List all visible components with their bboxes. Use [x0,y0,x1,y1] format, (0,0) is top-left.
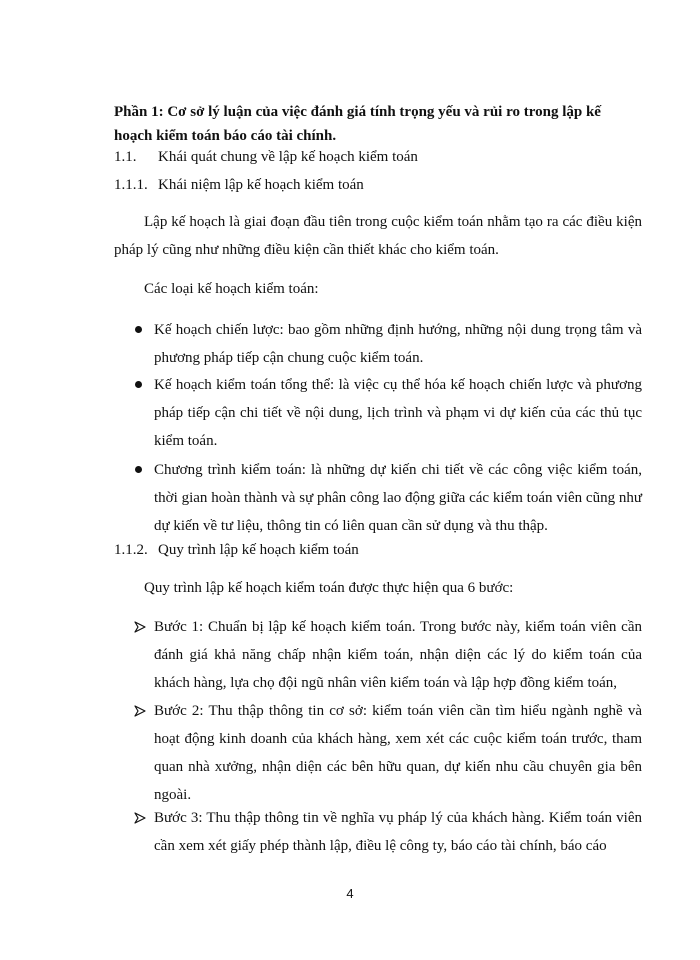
intro-paragraph: Lập kế hoạch là giai đoạn đầu tiên trong cuộc kiểm toán nhằm tạo ra các điều kiện pháp lý cũng như những điều kiện cần thiết khác cho kiểm toán. [114,214,642,258]
list-item [134,316,642,372]
list-item [134,697,642,809]
list-item-text: Bước 3: Thu thập thông tin về nghĩa vụ pháp lý của khách hàng. Kiểm toán viên cần xem xét giấy phép thành lập, điều lệ công ty, báo cáo tài chính, báo cáo [154,810,642,854]
arrow-bullet-icon [134,812,146,824]
section-number: 1.1.2. [114,542,148,558]
list-item-text: Bước 2: Thu thập thông tin cơ sở: kiểm toán viên cần tìm hiểu ngành nghề và hoạt động kinh doanh của khách hàng, xem xét các cuộc kiểm toán trước, tham quan nhà xưởng, nhận diện các bên hữu quan, dự kiến nhu cầu chuyên gia bên ngoài. [154,703,642,803]
chapter-heading: Phần 1: Cơ sở lý luận của việc đánh giá tính trọng yếu và rủi ro trong lập kế hoạch kiểm toán báo cáo tài chính. [114,104,601,144]
page-number: 4 [346,886,354,901]
list-item-text: Chương trình kiểm toán: là những dự kiến chi tiết về các công việc kiểm toán, thời gian hoàn thành và sự phân công lao động giữa các kiểm toán viên cũng như dự kiến về tư liệu, thông tin có liên quan cần sử dụng và thu thập. [154,462,642,534]
section-1-1-1 [114,175,364,195]
section-title: Khái niệm lập kế hoạch kiểm toán [158,177,364,193]
list-item [134,371,642,455]
list-item-text: Bước 1: Chuẩn bị lập kế hoạch kiểm toán. Trong bước này, kiểm toán viên cần đánh giá khả năng chấp nhận kiểm toán, nhận diện các lý do kiểm toán của khách hàng, lựa chọ đội ngũ nhân viên kiểm toán và lập hợp đồng kiểm toán, [154,619,642,691]
section-1-1 [114,147,418,167]
section-1-1-2 [114,540,359,560]
arrow-bullet-icon [134,705,146,717]
section-number: 1.1.1. [114,177,148,193]
bullet-icon [135,466,142,473]
list-item [134,613,642,697]
section-title: Khái quát chung về lập kế hoạch kiểm toán [158,149,418,165]
list-item-text: Kế hoạch kiểm toán tổng thể: là việc cụ thể hóa kế hoạch chiến lược và phương pháp tiếp cận chi tiết về nội dung, lịch trình và phạm vi dự kiến của các thủ tục kiểm toán. [154,377,642,449]
steps-intro: Quy trình lập kế hoạch kiểm toán được thực hiện qua 6 bước: [144,580,514,596]
plan-types-label: Các loại kế hoạch kiểm toán: [144,281,319,297]
list-item-text: Kế hoạch chiến lược: bao gồm những định hướng, những nội dung trọng tâm và phương pháp tiếp cận chung cuộc kiểm toán. [154,322,642,366]
bullet-icon [135,326,142,333]
list-item [134,804,642,860]
list-item [134,456,642,540]
section-title: Quy trình lập kế hoạch kiểm toán [158,542,359,558]
section-number: 1.1. [114,149,137,165]
arrow-bullet-icon [134,621,146,633]
bullet-icon [135,381,142,388]
